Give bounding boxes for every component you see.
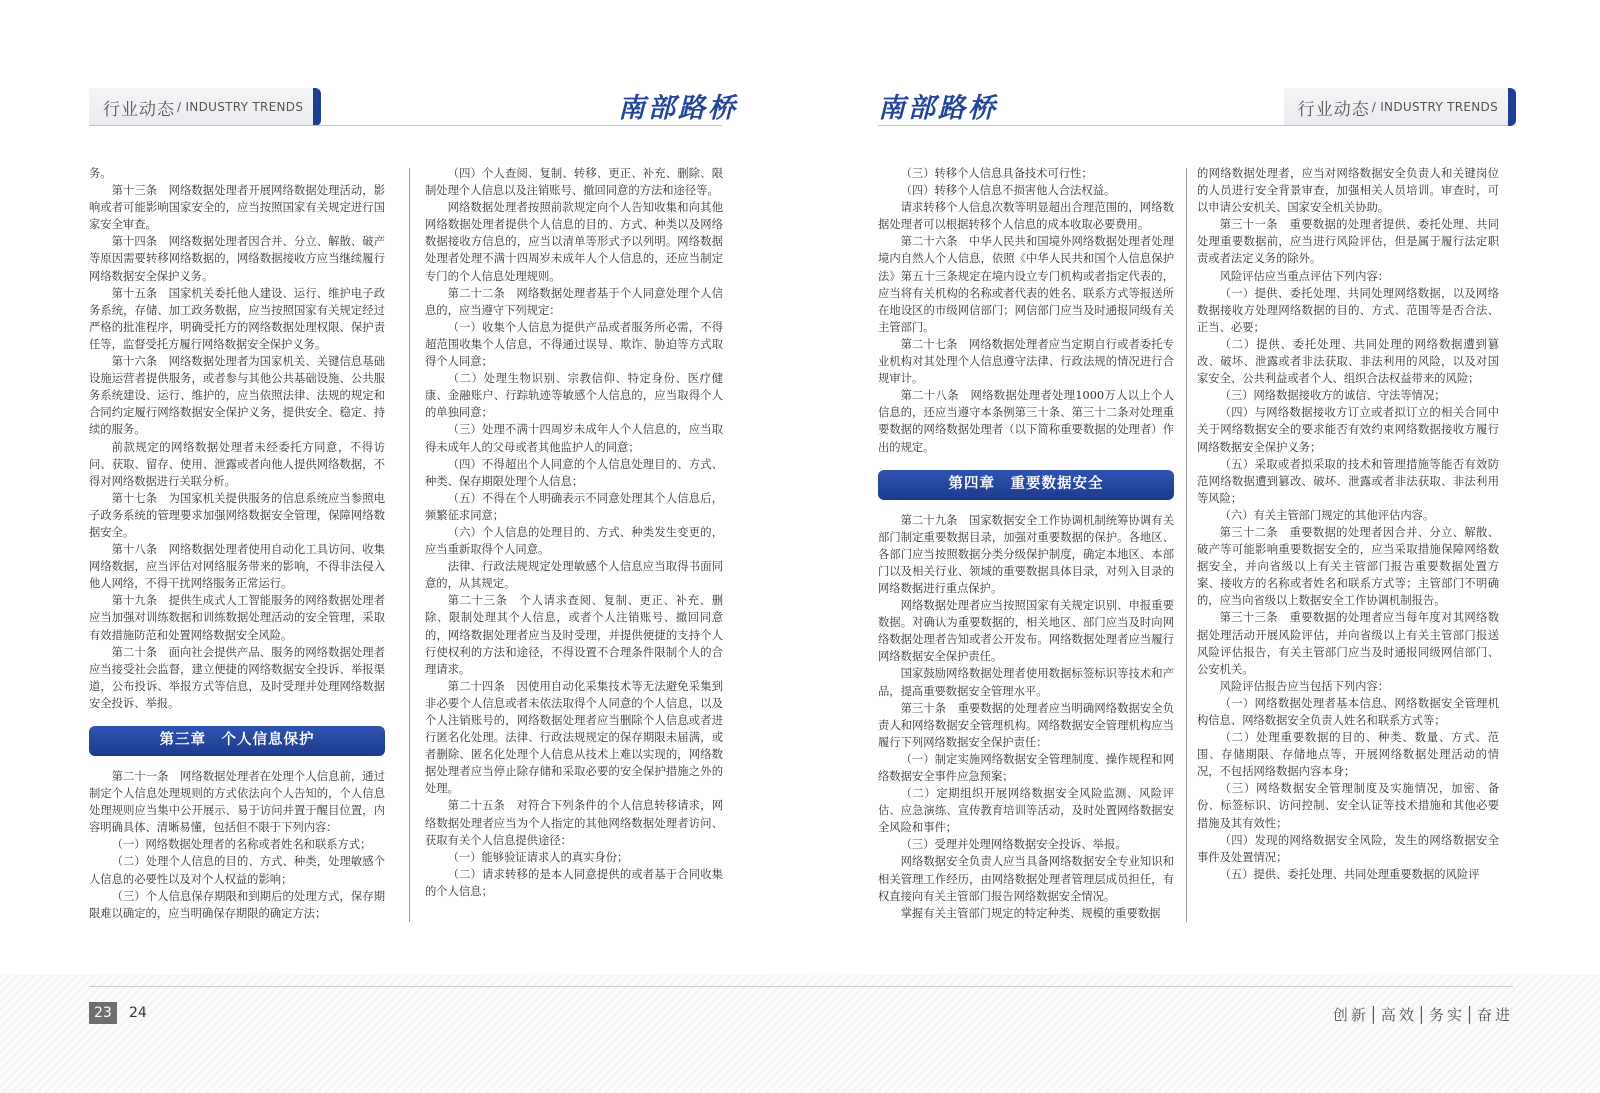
page-number-left: 23 <box>89 1002 117 1024</box>
paragraph: （三）网络数据安全管理制度及实施情况，加密、备份、标签标识、访问控制、安全认证等技术措施和其他必要措施及其有效性； <box>1197 782 1499 830</box>
section-title-en-text: INDUSTRY TRENDS <box>1380 100 1498 114</box>
paragraph: 网络数据处理者按照前款规定向个人告知收集和向其他网络数据处理者提供个人信息的目的、方式、种类以及网络数据接收方信息的，应当以清单等形式予以列明。网络数据处理者处理不满十四周岁未成年人个人信息的，还应当制定专门的个人信息处理规则。 <box>425 201 723 283</box>
tab-edge <box>313 88 321 126</box>
paragraph: 前款规定的网络数据处理者未经委托方同意，不得访问、获取、留存、使用、泄露或者向他人提供网络数据，不得对网络数据进行关联分析。 <box>89 440 385 488</box>
paragraph: （三）处理不满十四周岁未成年人个人信息的，应当取得未成年人的父母或者其他监护人的同意； <box>425 423 723 454</box>
paragraph: 第十八条 网络数据处理者使用自动化工具访问、收集网络数据，应当评估对网络服务带来的影响，不得非法侵入他人网络，不得干扰网络服务正常运行。 <box>89 543 385 591</box>
brand-logo: 南部路桥 <box>618 93 738 124</box>
paragraph: 第二十六条 中华人民共和国境外网络数据处理者处理境内自然人个人信息，依照《中华人民共和国个人信息保护法》第五十三条规定在境内设立专门机构或者指定代表的，应当将有关机构的名称或者代表的姓名、联系方式等报送所在地设区的市级网信部门；网信部门应当及时通报同级有关主管部门。 <box>878 235 1174 334</box>
page-number-right: 24 <box>129 1005 147 1021</box>
paragraph: 第二十四条 因使用自动化采集技术等无法避免采集到非必要个人信息或者未依法取得个人同意的个人信息，以及个人注销账号的，网络数据处理者应当删除个人信息或者进行匿名化处理。法律、行政法规规定的保存期限未届满，或者删除、匿名化处理个人信息从技术上难以实现的，网络数据处理者应当停止除存储和采取必要的安全保护措施之外的处理。 <box>425 679 723 796</box>
paragraph: （六）有关主管部门规定的其他评估内容。 <box>1219 508 1435 522</box>
paragraph: （一）制定实施网络数据安全管理制度、操作规程和网络数据安全事件应急预案； <box>878 752 1174 783</box>
paragraph: 第十三条 网络数据处理者开展网络数据处理活动，影响或者可能影响国家安全的，应当按照国家有关规定进行国家安全审查。 <box>89 184 385 232</box>
paragraph: 国家鼓励网络数据处理者使用数据标签标识等技术和产品，提高重要数据安全管理水平。 <box>878 667 1174 698</box>
paragraph: （四）不得超出个人同意的个人信息处理目的、方式、种类、保存期限处理个人信息； <box>425 457 723 488</box>
paragraph: 网络数据安全负责人应当具备网络数据安全专业知识和相关管理工作经历，由网络数据处理者管理层成员担任，有权直接向有关主管部门报告网络数据安全情况。 <box>878 855 1174 903</box>
paragraph: 第十七条 为国家机关提供服务的信息系统应当参照电子政务系统的管理要求加强网络数据安全管理，保障网络数据安全。 <box>89 491 385 539</box>
paragraph: 请求转移个人信息次数等明显超出合理范围的，网络数据处理者可以根据转移个人信息的成本收取必要费用。 <box>878 201 1174 232</box>
paragraph: 第二十八条 网络数据处理者处理1000万人以上个人信息的，还应当遵守本条例第三十条、第三十二条对处理重要数据的网络数据处理者（以下简称重要数据的处理者）作出的规定。 <box>878 389 1174 454</box>
column-divider <box>1186 168 1187 922</box>
paragraph: （二）请求转移的是本人同意提供的或者基于合同收集的个人信息； <box>425 867 723 898</box>
paragraph: 风险评估应当重点评估下列内容： <box>1219 269 1390 283</box>
paragraph: （四）转移个人信息不损害他人合法权益。 <box>900 184 1116 198</box>
section-tab <box>1284 88 1516 126</box>
paragraph: （一）网络数据处理者基本信息、网络数据安全管理机构信息、网络数据安全负责人姓名和联系方式等； <box>1197 696 1499 727</box>
section-title-cn: 行业动态 <box>103 99 175 120</box>
tab-edge <box>1508 88 1516 126</box>
paragraph: 第二十条 面向社会提供产品、服务的网络数据处理者应当接受社会监督，建立便捷的网络数据安全投诉、举报渠道，公布投诉、举报方式等信息，及时受理并处理网络数据安全投诉、举报。 <box>89 645 385 710</box>
paragraph: （三）转移个人信息具备技术可行性； <box>900 167 1093 180</box>
paragraph: 第二十一条 网络数据处理者在处理个人信息前，通过制定个人信息处理规则的方式依法向个人告知的，个人信息处理规则应当集中公开展示、易于访问并置于醒目位置，内容明确具体、清晰易懂，包括但不限于下列内容： <box>89 770 385 835</box>
paragraph: （二）处理生物识别、宗教信仰、特定身份、医疗健康、金融账户、行踪轨迹等敏感个人信息的，应当取得个人的单独同意； <box>425 372 723 420</box>
paragraph: （四）个人查阅、复制、转移、更正、补充、删除、限制处理个人信息以及注销账号、撤回同意的方法和途径等。 <box>425 167 723 198</box>
column-divider <box>409 168 410 922</box>
section-title-en: / INDUSTRY TRENDS <box>177 100 304 114</box>
paragraph: 第三十条 重要数据的处理者应当明确网络数据安全负责人和网络数据安全管理机构。网络数据安全管理机构应当履行下列网络数据安全保护责任： <box>878 701 1174 749</box>
text-column-3 <box>878 165 1174 922</box>
section-title-en: / INDUSTRY TRENDS <box>1371 100 1498 114</box>
paragraph: 风险评估报告应当包括下列内容： <box>1219 679 1390 693</box>
paragraph: （二）处理个人信息的目的、方式、种类，处理敏感个人信息的必要性以及对个人权益的影响； <box>89 855 385 886</box>
paragraph: 第十九条 提供生成式人工智能服务的网络数据处理者应当加强对训练数据和训练数据处理活动的安全管理，采取有效措施防范和处置网络数据安全风险。 <box>89 594 385 642</box>
paragraph: （三）个人信息保存期限和到期后的处理方式，保存期限难以确定的，应当明确保存期限的确定方法； <box>89 889 385 920</box>
paragraph: 网络数据处理者应当按照国家有关规定识别、申报重要数据。对确认为重要数据的，相关地区、部门应当及时向网络数据处理者告知或者公开发布。网络数据处理者应当履行网络数据安全保护责任。 <box>878 599 1174 664</box>
text-column-1 <box>89 165 385 922</box>
paragraph: （二）定期组织开展网络数据安全风险监测、风险评估、应急演练、宣传教育培训等活动，及时处置网络数据安全风险和事件； <box>878 787 1174 835</box>
paragraph: 第十五条 国家机关委托他人建设、运行、维护电子政务系统，存储、加工政务数据，应当按照国家有关规定经过严格的批准程序，明确受托方的网络数据处理权限、保护责任等，监督受托方履行网络数据安全保护义务。 <box>89 286 385 351</box>
paragraph: 务。 <box>89 167 112 180</box>
paragraph: （四）发现的网络数据安全风险，发生的网络数据安全事件及处置情况； <box>1197 833 1499 864</box>
paragraph: 第三十二条 重要数据的处理者因合并、分立、解散、破产等可能影响重要数据安全的，应当采取措施保障网络数据安全，并向省级以上有关主管部门报告重要数据处置方案、接收方的名称或者姓名和联系方式等；主管部门不明确的，应当向省级以上数据安全工作协调机制报告。 <box>1197 525 1499 608</box>
paragraph: （一）能够验证请求人的真实身份； <box>447 850 629 864</box>
footer-divider <box>89 986 1513 987</box>
paragraph: 第十六条 网络数据处理者为国家机关、关键信息基础设施运营者提供服务，或者参与其他公共基础设施、公共服务系统建设、运行、维护的，应当依照法律、法规的规定和合同约定履行网络数据安全保护义务，提供安全、稳定、持续的服务。 <box>89 355 385 437</box>
text-column-2 <box>425 165 723 900</box>
paragraph: 法律、行政法规规定处理敏感个人信息应当取得书面同意的，从其规定。 <box>425 560 723 591</box>
right-page <box>800 0 1600 1093</box>
paragraph: （三）受理并处理网络数据安全投诉、举报。 <box>900 838 1127 852</box>
paragraph: （六）个人信息的处理目的、方式、种类发生变更的，应当重新取得个人同意。 <box>425 525 723 557</box>
section-title-cn: 行业动态 <box>1297 99 1370 120</box>
paragraph: 第二十二条 网络数据处理者基于个人同意处理个人信息的，应当遵守下列规定： <box>425 286 723 317</box>
header-divider <box>89 125 722 126</box>
footer-background <box>0 975 1600 1093</box>
paragraph: （五）不得在个人明确表示不同意处理其个人信息后，频繁征求同意； <box>425 491 723 522</box>
paragraph: （一）网络数据处理者的名称或者姓名和联系方式； <box>111 838 372 852</box>
paragraph: 第十四条 网络数据处理者因合并、分立、解散、破产等原因需要转移网络数据的，网络数据接收方应当继续履行网络数据安全保护义务。 <box>89 235 385 283</box>
chapter-heading-4: 第四章 重要数据安全 <box>878 470 1174 500</box>
paragraph: 第二十三条 个人请求查阅、复制、更正、补充、删除、限制处理其个人信息，或者个人注销账号、撤回同意的，网络数据处理者应当及时受理，并提供便捷的支持个人行使权利的方法和途径，不得设置不合理条件限制个人的合理请求。 <box>425 594 723 676</box>
paragraph: （五）采取或者拟采取的技术和管理措施等能否有效防范网络数据遭到篡改、破坏、泄露或者非法获取、非法利用等风险； <box>1197 457 1499 505</box>
paragraph: （一）收集个人信息为提供产品或者服务所必需，不得超范围收集个人信息，不得通过误导、欺诈、胁迫等方式取得个人同意； <box>425 320 723 369</box>
paragraph: 第二十五条 对符合下列条件的个人信息转移请求，网络数据处理者应当为个人指定的其他网络数据处理者访问、获取有关个人信息提供途径： <box>425 799 723 847</box>
paragraph: （三）网络数据接收方的诚信、守法等情况； <box>1219 389 1446 403</box>
paragraph: 第三十三条 重要数据的处理者应当每年度对其网络数据处理活动开展风险评估，并向省级以上有关主管部门报送风险评估报告，有关主管部门应当及时通报同级网信部门、公安机关。 <box>1197 611 1499 676</box>
section-tab <box>89 88 321 126</box>
paragraph: 掌握有关主管部门规定的特定种类、规模的重要数据 <box>900 906 1161 920</box>
paragraph: 的网络数据处理者，应当对网络数据安全负责人和关键岗位的人员进行安全背景审查，加强相关人员培训。审查时，可以申请公安机关、国家安全机关协助。 <box>1197 167 1499 215</box>
paragraph: （一）提供、委托处理、共同处理网络数据，以及网络数据接收方处理网络数据的目的、方式、范围等是否合法、正当、必要； <box>1197 286 1499 334</box>
header-divider <box>878 125 1508 126</box>
paragraph: （五）提供、委托处理、共同处理重要数据的风险评 <box>1219 867 1480 881</box>
footer-slogan: 创新│高效│务实│奋进 <box>1332 1006 1513 1024</box>
brand-logo: 南部路桥 <box>878 93 998 124</box>
paragraph: 第三十一条 重要数据的处理者提供、委托处理、共同处理重要数据前，应当进行风险评估，但是属于履行法定职责或者法定义务的除外。 <box>1197 218 1499 266</box>
paragraph: 第二十七条 网络数据处理者应当定期自行或者委托专业机构对其处理个人信息遵守法律、行政法规的情况进行合规审计。 <box>878 337 1174 386</box>
paragraph: （二）处理重要数据的目的、种类、数量、方式、范围、存储期限、存储地点等，开展网络数据处理活动的情况，不包括网络数据内容本身； <box>1197 731 1499 779</box>
paragraph: （二）提供、委托处理、共同处理的网络数据遭到篡改、破坏、泄露或者非法获取、非法利用的风险，以及对国家安全、公共利益或者个人、组织合法权益带来的风险； <box>1197 337 1499 386</box>
chapter-heading-3: 第三章 个人信息保护 <box>89 726 385 756</box>
section-title-en-text: INDUSTRY TRENDS <box>185 100 304 114</box>
text-column-4 <box>1197 165 1499 883</box>
paragraph: （四）与网络数据接收方订立或者拟订立的相关合同中关于网络数据安全的要求能否有效约束网络数据接收方履行网络数据安全保护义务； <box>1197 406 1499 454</box>
paragraph: 第二十九条 国家数据安全工作协调机制统筹协调有关部门制定重要数据目录，加强对重要数据的保护。各地区、各部门应当按照数据分类分级保护制度，确定本地区、本部门以及相关行业、领域的重要数据具体目录，对列入目录的网络数据进行重点保护。 <box>878 513 1174 595</box>
